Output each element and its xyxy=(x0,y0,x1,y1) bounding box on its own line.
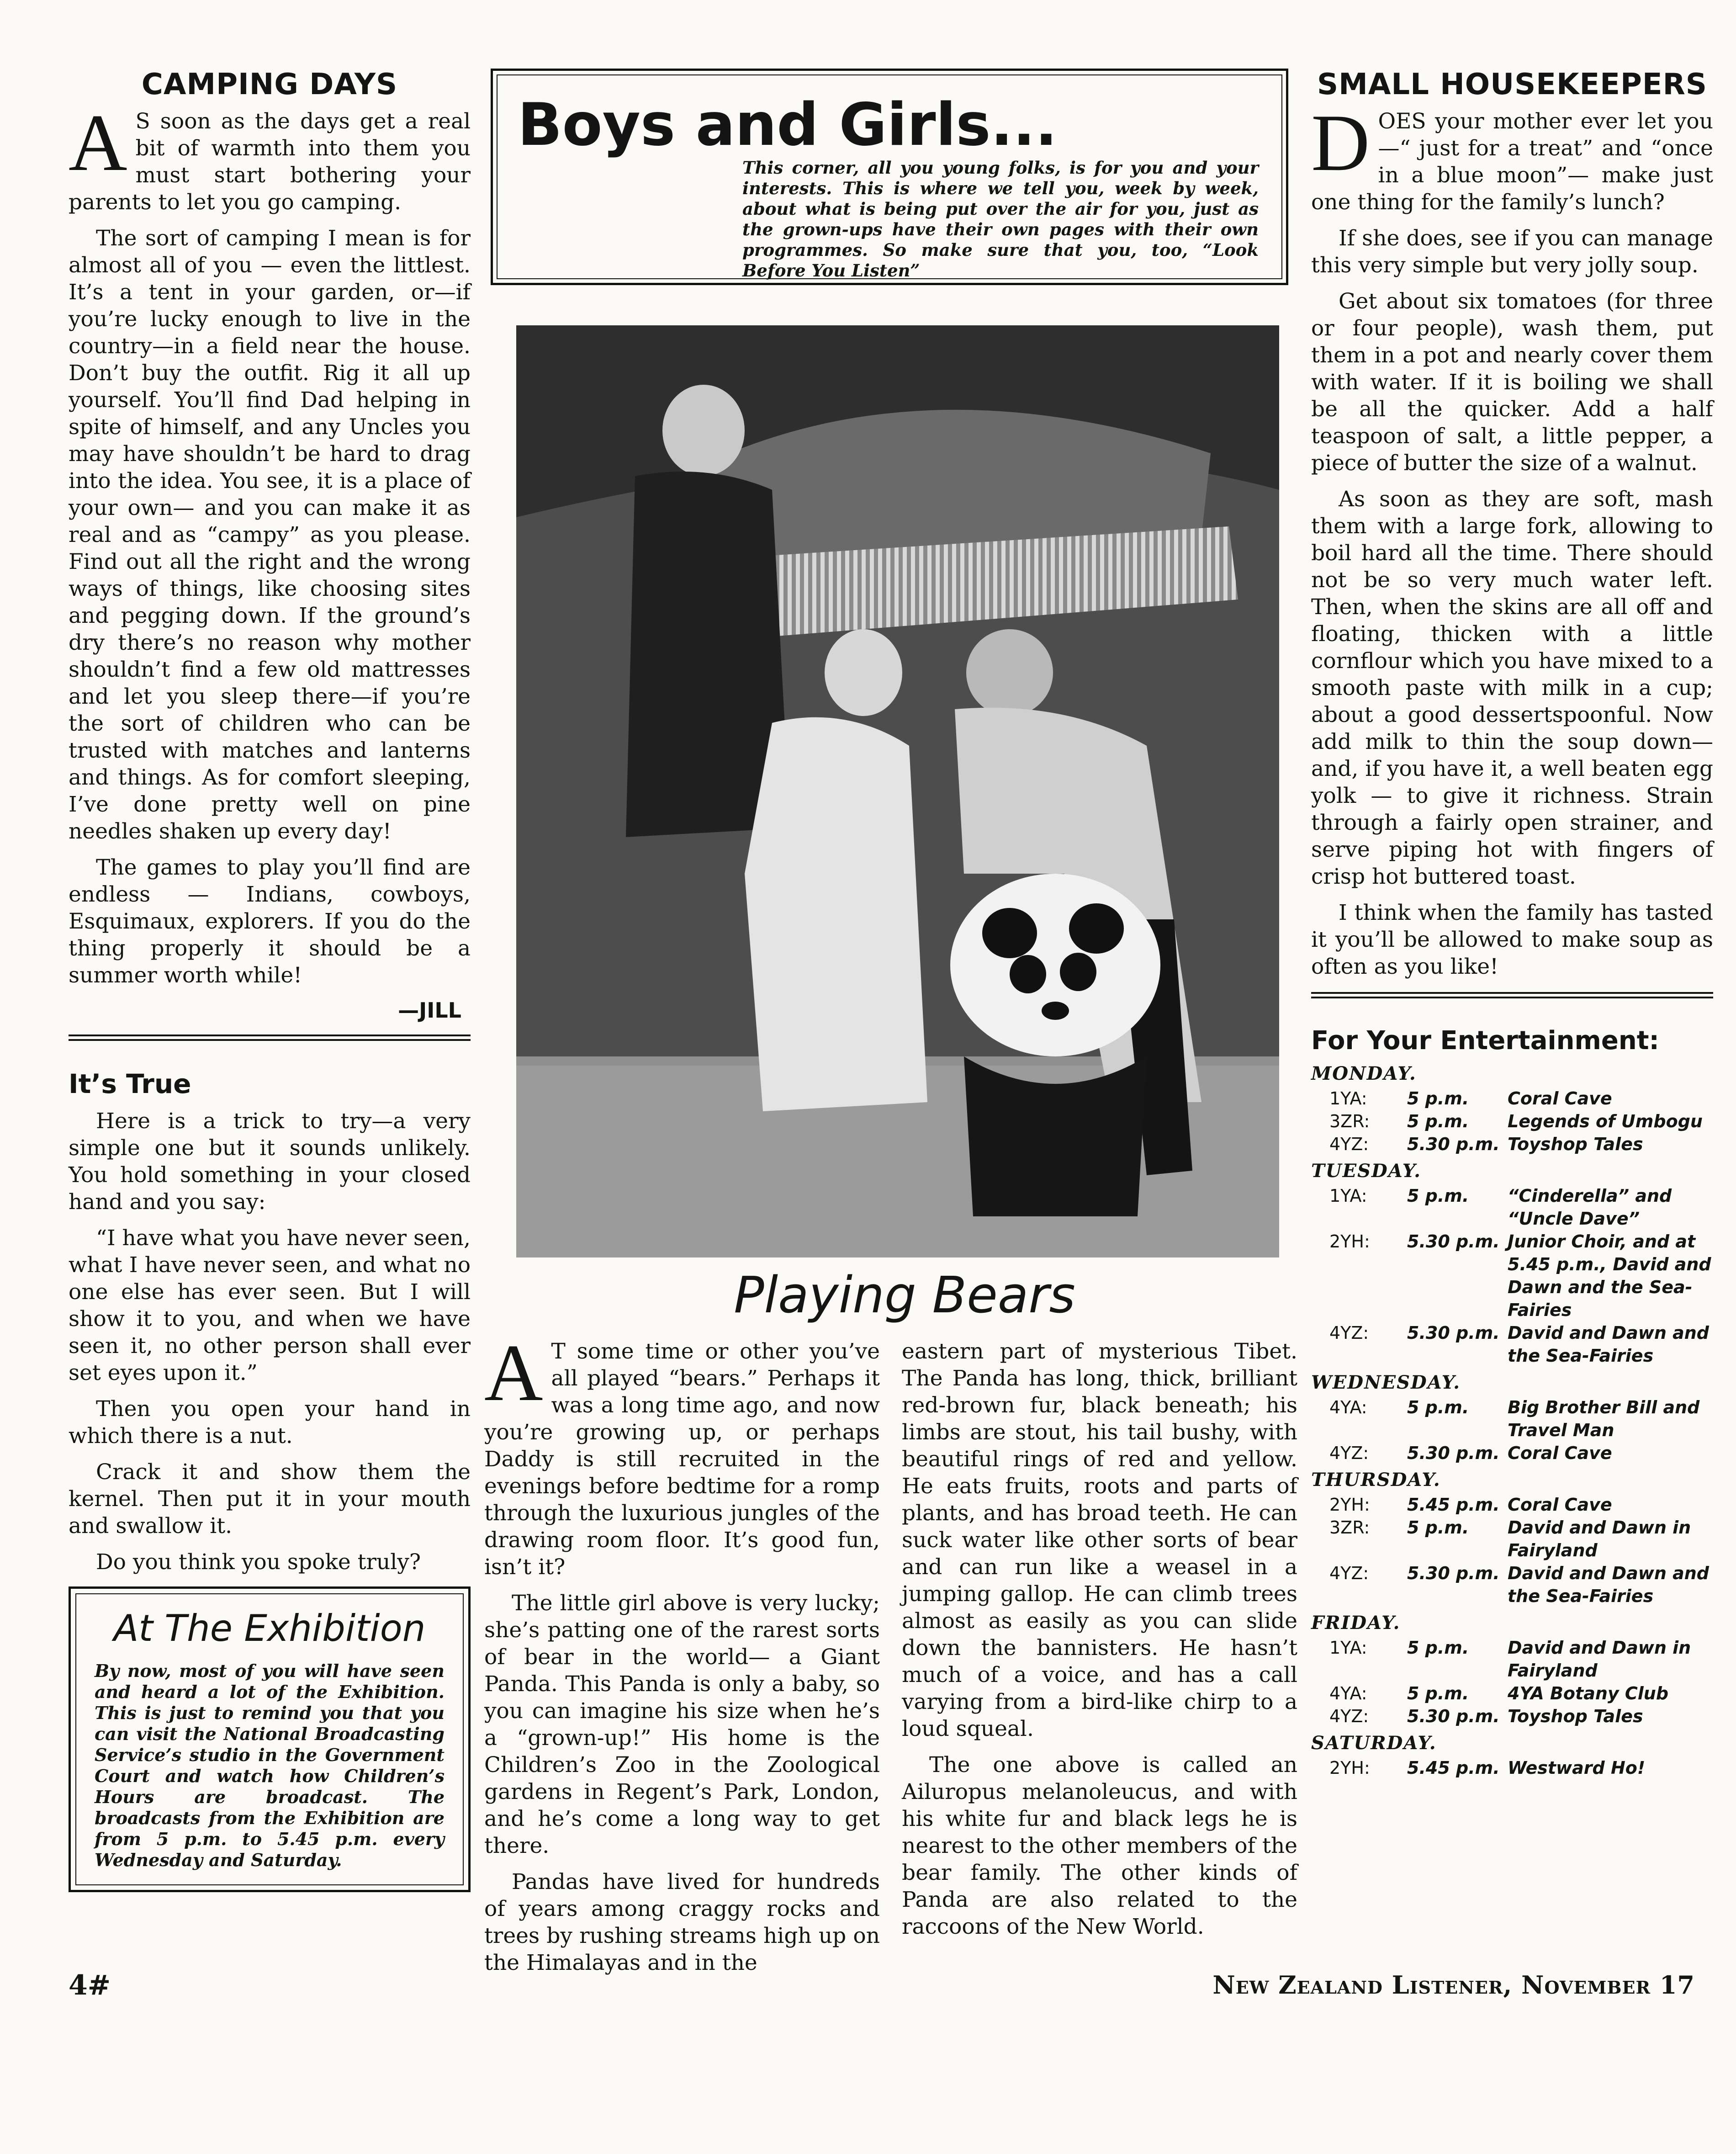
schedule-time: 5.30 p.m. xyxy=(1407,1134,1500,1154)
schedule-row xyxy=(1311,1133,1713,1156)
schedule-station: 3ZR: xyxy=(1329,1111,1370,1131)
schedule-station: 2YH: xyxy=(1329,1495,1370,1515)
true-para-5: Do you think you spoke truly? xyxy=(96,1549,421,1575)
playing-bears-col-2 xyxy=(902,1338,1297,1985)
camping-para-3: The games to play you’ll find are endless — Indians, cowboys, Esquimaux, explorers. If you do the thing properly it should be a summer worth while! xyxy=(69,855,471,988)
schedule-programme: David and Dawn in Fairyland xyxy=(1508,1638,1691,1681)
schedule-station: 2YH: xyxy=(1329,1231,1370,1252)
camping-days-article xyxy=(69,68,471,1023)
middle-column xyxy=(484,69,1297,1985)
schedule-time: 5.30 p.m. xyxy=(1407,1706,1500,1726)
schedule-station: 3ZR: xyxy=(1329,1517,1370,1538)
right-column xyxy=(1311,64,1713,1779)
true-para-2: “I have what you have never seen, what I have never seen, and what no one else has ever seen. But I will show it to you, and when we have seen it, no other person shall ever set eyes upon it.” xyxy=(69,1226,471,1385)
entertainment-heading: For Your Entertainment: xyxy=(1311,1026,1659,1056)
its-true-article xyxy=(69,1068,471,1576)
schedule-row xyxy=(1311,1230,1713,1321)
schedule-time: 5 p.m. xyxy=(1407,1517,1469,1538)
exhibition-box xyxy=(69,1586,471,1892)
schedule-row xyxy=(1311,1516,1713,1562)
schedule-time: 5 p.m. xyxy=(1407,1638,1469,1658)
bears-para-5: The one above is called an Ailuropus melanoleucus, and with his white fur and black legs he is nearest to the other members of the bear family. The other kinds of Panda are also related to the raccoons of the New World. xyxy=(902,1752,1297,1939)
schedule-day: WEDNESDAY. xyxy=(1311,1372,1461,1393)
schedule-day: TUESDAY. xyxy=(1311,1160,1422,1182)
house-para-5: I think when the family has tasted it you’ll be allowed to make soup as often as you like! xyxy=(1311,900,1713,979)
schedule-time: 5.30 p.m. xyxy=(1407,1563,1500,1583)
schedule-station: 4YA: xyxy=(1329,1397,1367,1417)
house-para-3: Get about six tomatoes (for three or four people), wash them, put them in a pot and nearly cover them with water. If it is boiling we shall be all the quicker. Add a half teaspoon of salt, a little pepper, a piece of butter the size of a walnut. xyxy=(1311,289,1713,476)
house-para-2: If she does, see if you can manage this very simple but very jolly soup. xyxy=(1311,226,1713,278)
schedule-row xyxy=(1311,1682,1713,1705)
schedule-station: 4YZ: xyxy=(1329,1323,1369,1343)
bears-para-1 xyxy=(484,1327,880,1581)
schedule-station: 4YZ: xyxy=(1329,1134,1369,1154)
schedule-row xyxy=(1311,1396,1713,1442)
section-divider-right xyxy=(1311,992,1713,998)
schedule-row xyxy=(1311,1636,1713,1682)
house-dropcap: D xyxy=(1311,97,1370,188)
schedule-station: 4YZ: xyxy=(1329,1563,1369,1583)
schedule-row xyxy=(1311,1321,1713,1367)
schedule-day: THURSDAY. xyxy=(1311,1469,1441,1491)
its-true-heading: It’s True xyxy=(69,1068,191,1099)
schedule-station: 1YA: xyxy=(1329,1186,1367,1206)
bears-para-4: eastern part of mysterious Tibet. The Panda has long, thick, brilliant red-brown fur, black beneath; his limbs are stout, his tail bushy, with beautiful rings of red and yellow. He eats fruits, roots and parts of plants, and has broad teeth. He can suck water like other sorts of bear and can run like a weasel in a jumping gallop. He can climb trees almost as easily as you can slide down the bannisters. He hasn’t much of a voice, and has a call varying from a bird-like chirp to a loud squeal. xyxy=(902,1339,1297,1741)
house-para-1-text: OES your mother ever let you—“ just for a treat” and “once in a blue moon”— make just one thing for the family’s lunch? xyxy=(1311,109,1713,215)
schedule-row xyxy=(1311,1493,1713,1516)
masthead-footer: New Zealand Listener, November 17 xyxy=(1212,1970,1695,2000)
schedule-row xyxy=(1311,1184,1713,1230)
schedule-time: 5 p.m. xyxy=(1407,1088,1469,1109)
schedule-station: 4YZ: xyxy=(1329,1443,1369,1463)
schedule-day: FRIDAY. xyxy=(1311,1612,1401,1634)
camping-days-heading: CAMPING DAYS xyxy=(141,68,398,101)
bears-para-2: The little girl above is very lucky; she’s patting one of the rarest sorts of bear in the world— a Giant Panda. This Panda is only a baby, so you can imagine his size when he’s a “grown-up!” His home is the Children’s Zoo in the Zoological gardens in Regent’s Park, London, and he’s come a long way to get there. xyxy=(484,1591,880,1858)
schedule-time: 5.45 p.m. xyxy=(1407,1495,1500,1515)
section-divider xyxy=(69,1035,471,1041)
schedule-time: 5 p.m. xyxy=(1407,1111,1469,1131)
exhibition-text: By now, most of you will have seen and heard a lot of the Exhibition. This is just to remind you that you can visit the National Broadcasting Service’s studio in the Government Court and watch how Children’s Hours are broadcast. The broadcasts from the Exhibition are from 5 p.m. to 5.45 p.m. every Wednesday and Saturday. xyxy=(95,1661,445,1870)
schedule-programme: “Cinderella” and “Uncle Dave” xyxy=(1508,1186,1672,1229)
schedule-programme: Legends of Umbogu xyxy=(1508,1111,1703,1131)
small-housekeepers-heading: SMALL HOUSEKEEPERS xyxy=(1317,68,1707,101)
schedule-programme: Toyshop Tales xyxy=(1508,1706,1643,1726)
panda-photo-illustration xyxy=(516,325,1279,1257)
schedule-programme: Junior Choir, and at 5.45 p.m., David and Dawn and the Sea-Fairies xyxy=(1508,1231,1711,1320)
bears-para-3: Pandas have lived for hundreds of years among craggy rocks and trees by rushing streams high up on the Himalayas and in the xyxy=(484,1869,880,1975)
schedule-time: 5.30 p.m. xyxy=(1407,1323,1500,1343)
true-para-3: Then you open your hand in which there is a nut. xyxy=(69,1396,471,1448)
schedule-programme: Westward Ho! xyxy=(1508,1758,1646,1778)
schedule-station: 1YA: xyxy=(1329,1088,1367,1109)
camping-para-2: The sort of camping I mean is for almost all of you — even the littlest. It’s a tent in your garden, or—if you’re lucky enough to live in the country—in a field near the house. Don’t buy the outfit. Rig it all up yourself. You’ll find Dad helping in spite of himself, and any Uncles you may have shouldn’t be hard to drag into the idea. You see, it is a place of your own— and you can make it as real and as “campy” as you please. Find out all the right and the wrong ways of things, like choosing sites and pegging down. If the ground’s dry there’s no reason why mother shouldn’t find a few old mattresses and let you sleep there—if you’re the sort of children who can be trusted with matches and lanterns and things. As for comfort sleeping, I’ve done pretty well on pine needles shaken up every day! xyxy=(69,226,471,844)
schedule-programme: Coral Cave xyxy=(1508,1088,1612,1109)
schedule-programme: Big Brother Bill and Travel Man xyxy=(1508,1397,1700,1440)
house-para-4: As soon as they are soft, mash them with a large fork, allowing to boil hard all the time. There should not be so very much water left. Then, when the skins are all off and floating, thicken with a little cornflour which you have mixed to a smooth paste with milk in a cup; about a good dessertspoonful. Now add milk to thin the soup down—and, if you have it, a well beaten egg yolk — to give it richness. Strain through a fairly open strainer, and serve piping hot with fingers of crisp hot buttered toast. xyxy=(1311,487,1713,889)
exhibition-inner xyxy=(75,1593,464,1885)
schedule-day: MONDAY. xyxy=(1311,1063,1417,1084)
schedule-time: 5.30 p.m. xyxy=(1407,1231,1500,1252)
entertainment-schedule xyxy=(1311,1026,1713,1779)
schedule-programme: Toyshop Tales xyxy=(1508,1134,1643,1154)
playing-bears-col-1 xyxy=(484,1327,880,1985)
header-title: Boys and Girls... xyxy=(518,91,1058,159)
schedule-row xyxy=(1311,1705,1713,1728)
schedule-time: 5 p.m. xyxy=(1407,1683,1469,1703)
schedule-programme: Coral Cave xyxy=(1508,1495,1612,1515)
schedule-programme: Coral Cave xyxy=(1508,1443,1612,1463)
camping-signature: —JILL xyxy=(398,998,461,1023)
camping-para-1 xyxy=(69,97,471,216)
schedule-time: 5 p.m. xyxy=(1407,1186,1469,1206)
true-para-4: Crack it and show them the kernel. Then put it in your mouth and swallow it. xyxy=(69,1459,471,1539)
schedule-station: 1YA: xyxy=(1329,1638,1367,1658)
page-number: 4# xyxy=(69,1969,111,2001)
exhibition-title: At The Exhibition xyxy=(113,1607,426,1650)
camping-para-1-text: S soon as the days get a real bit of warmth into them you must start bothering your parents to let you go camping. xyxy=(69,109,471,215)
schedule-programme: David and Dawn and the Sea-Fairies xyxy=(1508,1563,1710,1606)
playing-bears-columns xyxy=(484,1327,1297,1985)
schedule-time: 5.45 p.m. xyxy=(1407,1758,1500,1778)
boys-and-girls-header xyxy=(491,69,1288,285)
schedule-row xyxy=(1311,1562,1713,1608)
schedule-station: 4YA: xyxy=(1329,1683,1367,1703)
schedule-row xyxy=(1311,1442,1713,1464)
schedule-station: 2YH: xyxy=(1329,1758,1370,1778)
schedule-row xyxy=(1311,1110,1713,1133)
house-para-1 xyxy=(1311,97,1713,216)
schedule-programme: David and Dawn in Fairyland xyxy=(1508,1517,1691,1560)
playing-bears-title: Playing Bears xyxy=(734,1266,1075,1324)
schedule-row xyxy=(1311,1087,1713,1110)
schedule-programme: 4YA Botany Club xyxy=(1508,1683,1669,1703)
schedule-station: 4YZ: xyxy=(1329,1706,1369,1726)
camping-dropcap: A xyxy=(69,97,127,188)
bears-para-1-text: T some time or other you’ve all played “bears.” Perhaps it was a long time ago, and now you’re growing up, or perhaps Daddy is still recruited in the evenings before bedtime for a romp through the luxurious jungles of the drawing room floor. It’s good fun, isn’t it? xyxy=(484,1339,880,1580)
schedule-programme: David and Dawn and the Sea-Fairies xyxy=(1508,1323,1710,1366)
schedule-time: 5 p.m. xyxy=(1407,1397,1469,1417)
bears-dropcap: A xyxy=(484,1327,543,1418)
small-housekeepers-article xyxy=(1311,68,1713,980)
schedule-row xyxy=(1311,1756,1713,1779)
header-intro-text: This corner, all you young folks, is for you and your interests. This is where we tell you, week by week, about what is being put over the air for you, just as the grown-ups have their own pages with their own programmes. So make sure that you, too, “Look Before You Listen” xyxy=(742,158,1259,281)
true-para-1: Here is a trick to try—a very simple one but it sounds unlikely. You hold something in your closed hand and you say: xyxy=(69,1109,471,1215)
schedule-day: SATURDAY. xyxy=(1311,1732,1437,1754)
panda-photo xyxy=(516,325,1279,1257)
schedule-time: 5.30 p.m. xyxy=(1407,1443,1500,1463)
left-column xyxy=(69,64,471,1892)
header-inner xyxy=(497,74,1282,279)
